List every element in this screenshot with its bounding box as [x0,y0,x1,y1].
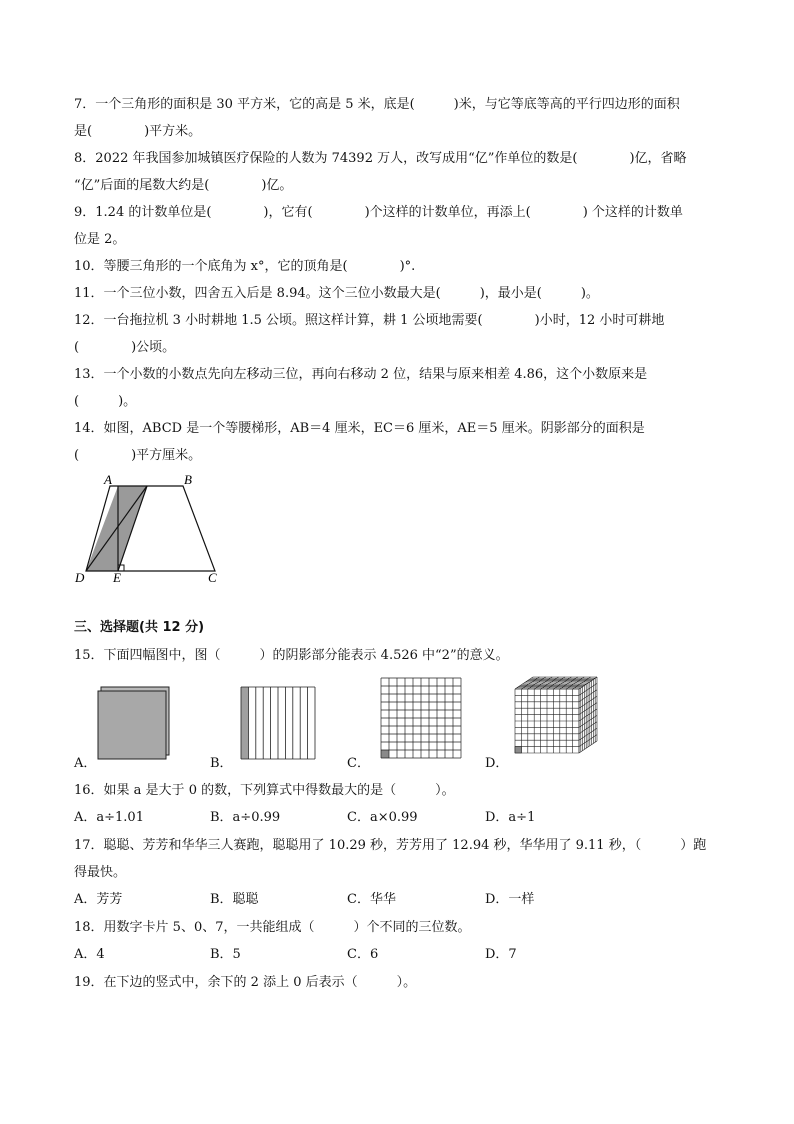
q12-line2: ( )公顷。 [74,340,176,355]
label-e: E [113,570,121,585]
shaded-triangle-left [86,486,118,571]
q9-line2: 位是 2。 [74,232,126,247]
q13-line2: ( )。 [74,394,137,409]
q15-option-b[interactable]: B． [210,756,233,771]
q8-line1: 8．2022 年我国参加城镇医疗保险的人数为 74392 万人，改写成用“亿”作单位的数是( )亿，省略 [74,151,687,166]
q16-option-b[interactable]: B．a÷0.99 [210,810,281,825]
q15-option-a[interactable]: A． [74,756,97,771]
q9-line1: 9．1.24 的计数单位是( )，它有( )个这样的计数单位，再添上( ) 个这样的计数单 [74,205,683,220]
q17-line2: 得最快。 [74,865,127,880]
q15-text: 15．下面四幅图中，图（ ）的阴影部分能表示 4.526 中“2”的意义。 [74,648,509,663]
q14-line1: 14．如图，ABCD 是一个等腰梯形，AB＝4 厘米，EC＝6 厘米，AE＝5 厘米。阴影部分的面积是 [74,421,645,436]
q18-option-b[interactable]: B．5 [210,947,241,962]
figure-c-grid [380,677,470,767]
q17-option-b[interactable]: B．聪聪 [210,892,259,907]
q16-option-c[interactable]: C．a×0.99 [347,810,418,825]
label-c: C [208,570,217,585]
q18-text: 18．用数字卡片 5、0、7，一共能组成（ ）个不同的三位数。 [74,920,471,935]
q7-line2: 是( )平方米。 [74,124,202,139]
q15-option-c[interactable]: C． [347,756,370,771]
figure-d-cube [514,676,604,771]
q11-text: 11．一个三位小数，四舍五入后是 8.94。这个三位小数最大是( )，最小是( )。 [74,286,599,301]
q12-line1: 12．一台拖拉机 3 小时耕地 1.5 公顷。照这样计算，耕 1 公顷地需要( )小时，12 小时可耕地 [74,313,665,328]
q18-option-d[interactable]: D．7 [485,947,517,962]
q14-line2: ( )平方厘米。 [74,448,202,463]
q7-line1: 7．一个三角形的面积是 30 平方米，它的高是 5 米，底是( )米，与它等底等高的平行四边形的面积 [74,97,680,112]
q19-text: 19．在下边的竖式中，余下的 2 添上 0 后表示（ ）。 [74,975,417,990]
label-a: A [104,472,112,487]
figure-a-squares [98,686,178,766]
q18-option-c[interactable]: C．6 [347,947,379,962]
label-b: B [184,472,192,487]
q17-option-d[interactable]: D．一样 [485,892,535,907]
q13-line1: 13．一个小数的小数点先向左移动三位，再向右移动 2 位，结果与原来相差 4.86，这个小数原来是 [74,367,648,382]
q8-line2: “亿”后面的尾数大约是( )亿。 [74,178,293,193]
q17-option-a[interactable]: A．芳芳 [74,892,123,907]
q18-option-a[interactable]: A．4 [74,947,105,962]
q16-option-a[interactable]: A．a÷1.01 [74,810,144,825]
q16-option-d[interactable]: D．a÷1 [485,810,536,825]
figure-b-strips [240,686,320,766]
label-d: D [75,570,85,585]
q17-line1: 17．聪聪、芳芳和华华三人赛跑，聪聪用了 10.29 秒，芳芳用了 12.94 秒，华华用了 9.11 秒，（ ）跑 [74,838,707,853]
trapezoid-figure [70,472,230,585]
section-3-heading: 三、选择题(共 12 分) [74,620,205,635]
q15-option-d[interactable]: D． [485,756,509,771]
q10-text: 10．等腰三角形的一个底角为 x°，它的顶角是( )°. [74,259,416,274]
q17-option-c[interactable]: C．华华 [347,892,396,907]
q16-text: 16．如果 a 是大于 0 的数，下列算式中得数最大的是（ ）。 [74,783,455,798]
